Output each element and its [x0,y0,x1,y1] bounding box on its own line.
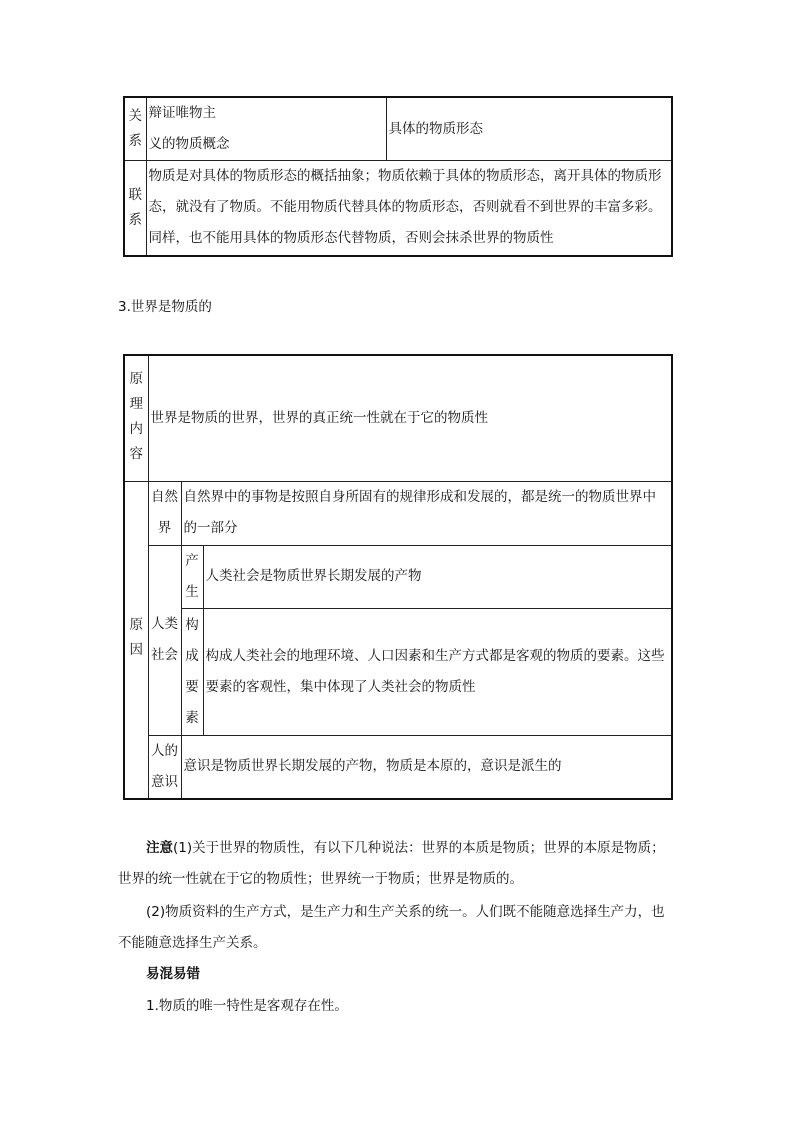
reason-label-char: 因 [129,642,143,658]
principle-label-char: 容 [129,445,143,462]
principle-label-char: 内 [129,420,143,437]
relation-label-char: 系 [128,133,142,149]
elements-label-char: 构 [185,616,199,633]
nature-label-line: 自然 [151,489,178,505]
principle-text: 世界是物质的世界，世界的真正统一性就在于它的物质性 [148,355,672,481]
consciousness-label-line: 人的 [151,742,178,759]
society-origin-row [124,545,672,608]
elements-label-char: 素 [185,709,199,726]
principle-label-char: 理 [129,395,143,412]
principle-row [124,355,672,481]
note-text-1: (1)关于世界的物质性，有以下几种说法：世界的本质是物质；世界的本原是物质；世界的统一性就在于它的物质性；世界统一于物质；世界是物质的。 [118,840,665,887]
consciousness-text: 意识是物质世界长期发展的产物，物质是本原的，意识是派生的 [181,735,672,799]
relation-label [124,97,146,161]
origin-label-char: 产 [185,552,199,569]
consciousness-label-line: 意识 [151,773,178,790]
connection-label [124,161,146,256]
elements-label [181,608,203,735]
dialectical-matter-line: 辩证唯物主 [148,105,216,121]
reason-label-char: 原 [129,617,143,633]
elements-label-char: 要 [185,678,199,695]
relation-row [124,97,672,161]
society-label-line: 人类 [151,616,178,632]
world-is-material-table [123,354,673,800]
nature-text: 自然界中的事物是按照自身所固有的规律形成和发展的，都是统一的物质世界中的一部分 [181,481,672,545]
reason-label [124,481,148,799]
connection-text: 物质是对具体的物质形态的概括抽象；物质依赖于具体的物质形态，离开具体的物质形态，就没有了物质。不能用物质代替具体的物质形态，否则就看不到世界的丰富多彩。同样，也不能用具体的物质形态代替物质，否则会抹杀世界的物质性 [146,161,672,256]
note-paragraph-2: (2)物质资料的生产方式，是生产力和生产关系的统一。人们既不能随意选择生产力，也不能随意选择生产关系。 [118,904,665,951]
note-paragraph-1 [118,833,678,895]
origin-label-char: 生 [185,583,199,600]
connection-label-char: 系 [128,211,142,228]
note-title: 注意 [146,840,173,856]
nature-label-line: 界 [157,520,172,536]
society-elements-row [124,608,672,735]
concrete-form-cell: 具体的物质形态 [386,97,672,161]
origin-text: 人类社会是物质世界长期发展的产物 [203,545,672,608]
origin-label [181,545,203,608]
consciousness-row [124,735,672,799]
elements-text: 构成人类社会的地理环境、人口因素和生产方式都是客观的物质的要素。这些要素的客观性，集中体现了人类社会的物质性 [203,608,672,735]
confusion-heading: 易混易错 [146,966,200,982]
matter-concept-table [123,96,673,257]
nature-label [148,481,181,545]
connection-label-char: 联 [128,186,142,203]
principle-label-char: 原 [129,370,143,387]
section-heading: 3.世界是物质的 [118,299,212,315]
connection-row [124,161,672,256]
elements-label-char: 成 [185,647,199,664]
relation-label-char: 关 [128,108,142,124]
principle-label [124,355,148,481]
nature-row [124,481,672,545]
consciousness-label [148,735,181,799]
society-label [148,545,181,735]
dialectical-matter-line: 义的物质概念 [148,136,230,152]
confusion-item-1: 1.物质的唯一特性是客观存在性。 [146,998,348,1014]
society-label-line: 社会 [151,647,178,663]
dialectical-matter-cell [146,97,386,161]
